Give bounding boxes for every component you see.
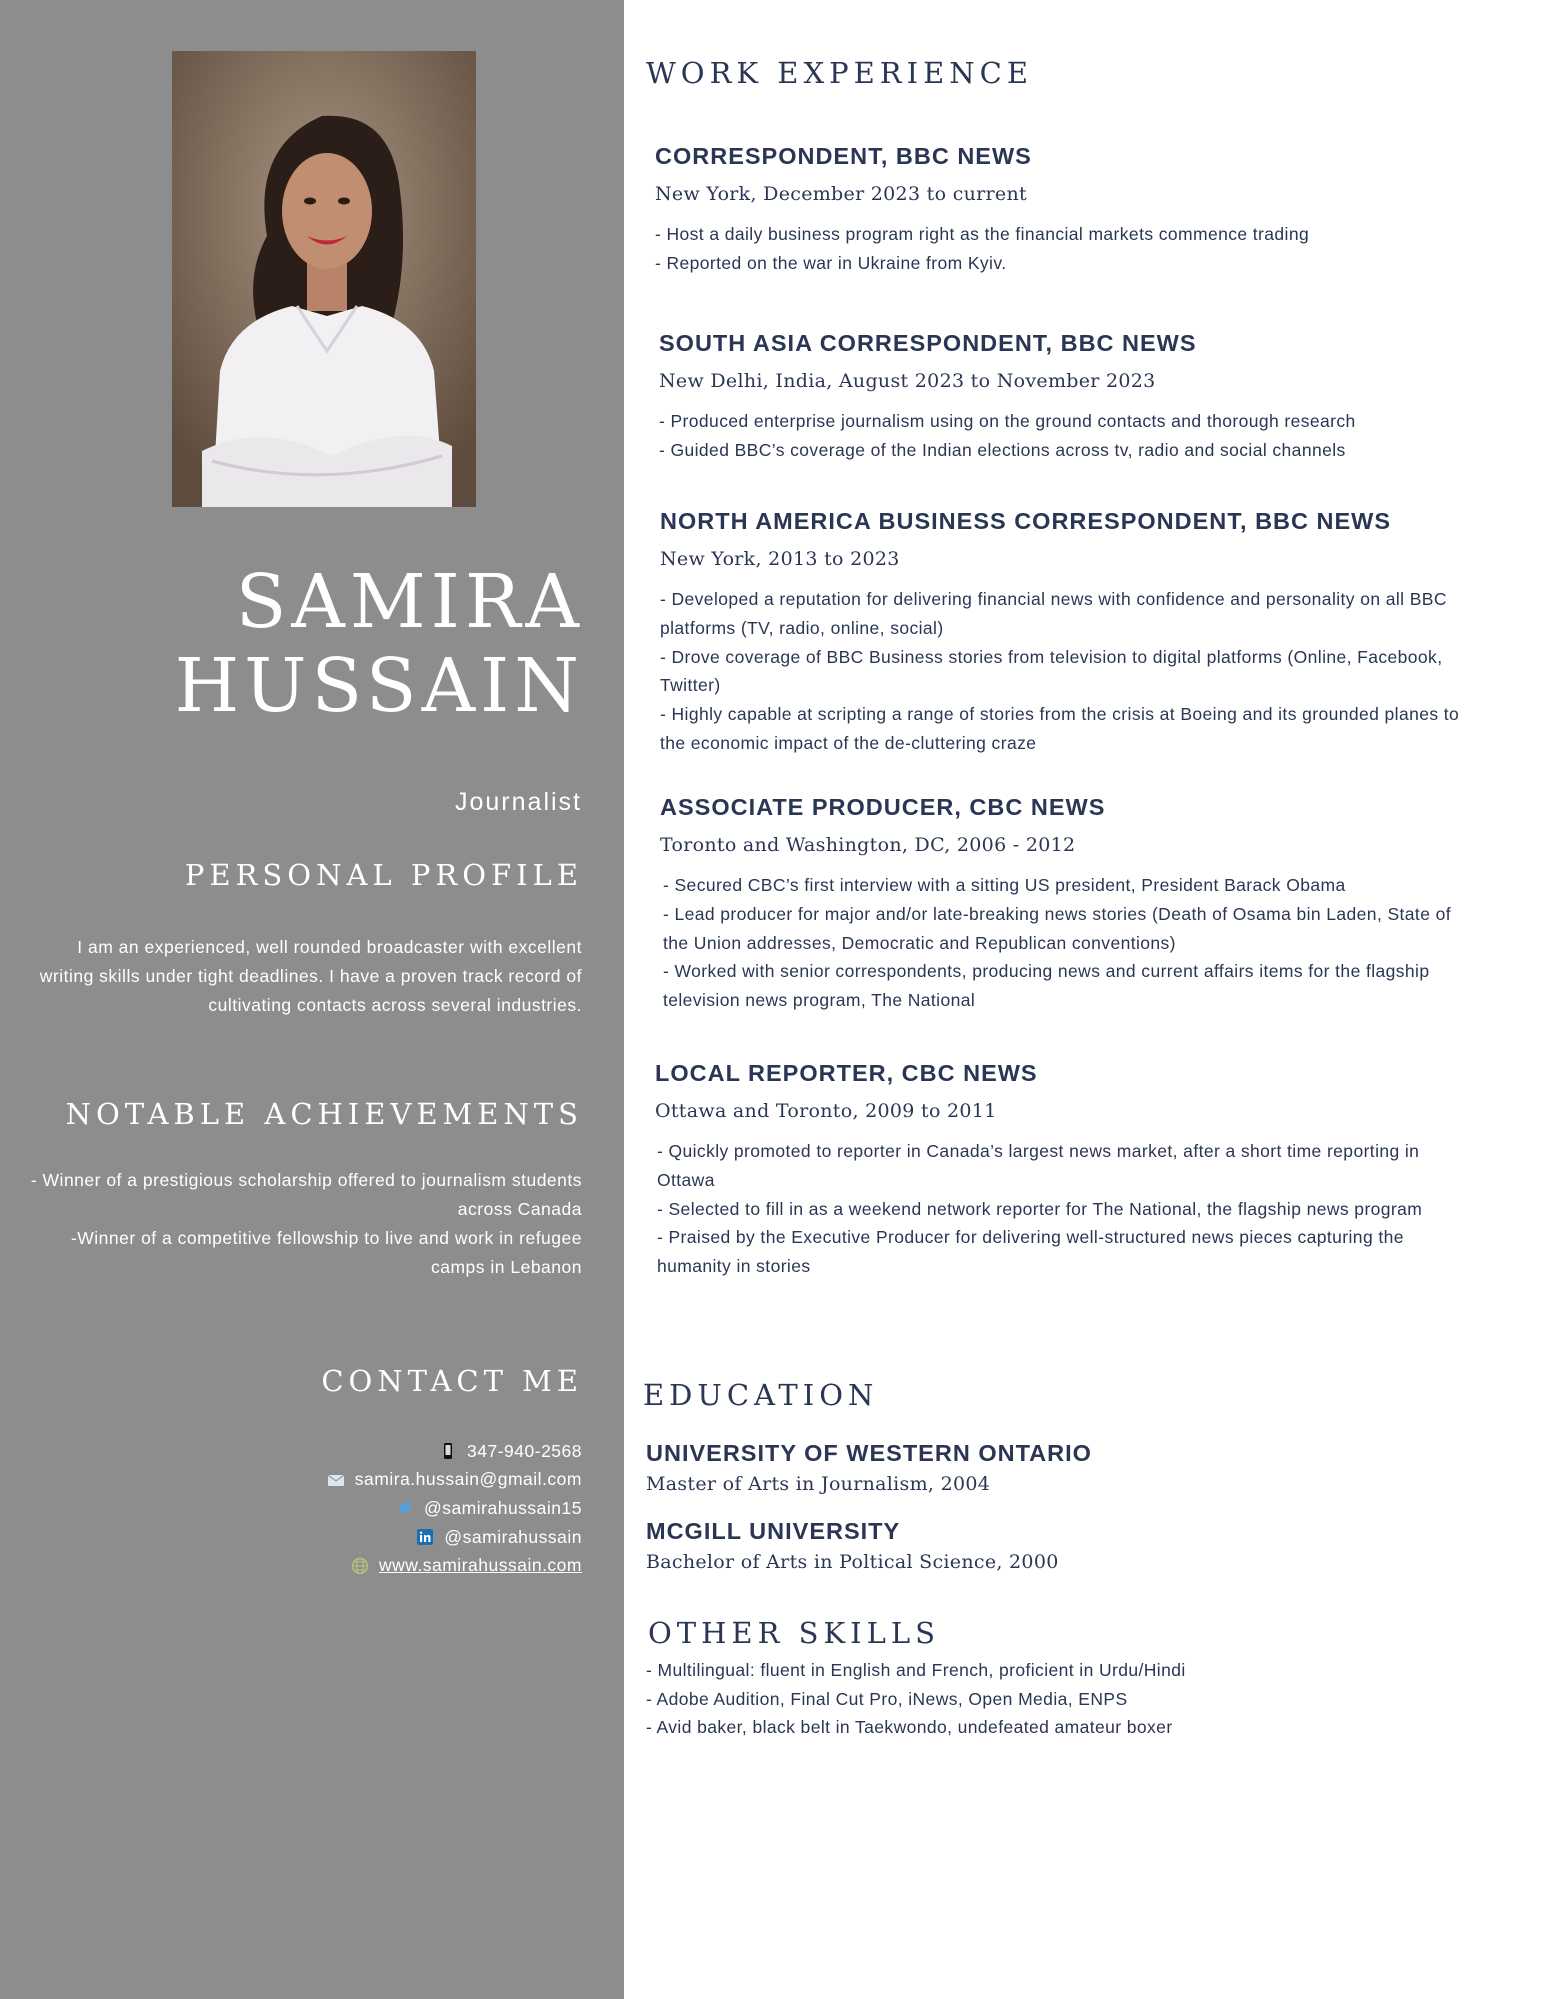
job-bullets	[660, 871, 1460, 1015]
job-meta: New York, 2013 to 2023	[660, 548, 900, 570]
email-icon	[327, 1471, 345, 1489]
twitter-handle: @samirahussain15	[423, 1497, 582, 1518]
job-role: LOCAL REPORTER, CBC NEWS	[655, 1060, 1038, 1086]
job-bullet: - Guided BBC’s coverage of the Indian elections across tv, radio and social channels	[659, 439, 1346, 460]
job-bullet: - Quickly promoted to reporter in Canada’s largest news market, after a short time reporting in Ottawa	[657, 1141, 1420, 1190]
last-name: HUSSAIN	[174, 643, 584, 729]
portrait-image	[172, 51, 476, 507]
achievements-heading: NOTABLE ACHIEVEMENTS	[65, 1097, 583, 1131]
twitter-icon	[396, 1499, 414, 1517]
education-school: UNIVERSITY OF WESTERN ONTARIO	[646, 1440, 1092, 1466]
job-bullet: - Drove coverage of BBC Business stories from television to digital platforms (Online, Facebook, Twitter)	[660, 646, 1443, 696]
email-address: samira.hussain@gmail.com	[354, 1469, 582, 1490]
job-bullet: - Produced enterprise journalism using on the ground contacts and thorough research	[659, 411, 1356, 431]
job-entry	[660, 792, 1460, 1015]
contact-list	[62, 1437, 582, 1580]
job-bullet: - Lead producer for major and/or late-breaking news stories (Death of Osama bin Laden, State of the Union addresses, Democratic and Republican conventions)	[663, 903, 1451, 953]
job-meta: New Delhi, India, August 2023 to November 2023	[659, 370, 1156, 392]
skill-item: - Avid baker, black belt in Taekwondo, undefeated amateur boxer	[646, 1717, 1173, 1737]
job-bullets	[659, 407, 1459, 465]
job-entry	[655, 141, 1455, 278]
work-experience-heading: WORK EXPERIENCE	[646, 56, 1033, 90]
skills-list	[646, 1656, 1466, 1742]
globe-icon	[351, 1557, 369, 1575]
contact-linkedin[interactable]	[62, 1523, 582, 1552]
job-bullet: - Developed a reputation for delivering financial news with confidence and personality on all BBC platforms (TV, radio, online, social)	[660, 589, 1447, 638]
job-role: CORRESPONDENT, BBC NEWS	[655, 143, 1032, 169]
skill-item: - Multilingual: fluent in English and French, proficient in Urdu/Hindi	[646, 1660, 1186, 1680]
job-bullet: - Reported on the war in Ukraine from Kyiv.	[655, 252, 1007, 273]
job-entry	[660, 506, 1460, 758]
education-school: MCGILL UNIVERSITY	[646, 1518, 901, 1544]
full-name	[24, 560, 584, 728]
contact-twitter[interactable]	[62, 1494, 582, 1523]
job-bullet: - Praised by the Executive Producer for delivering well-structured news pieces capturing the humanity in stories	[657, 1227, 1404, 1277]
job-meta: New York, December 2023 to current	[655, 183, 1027, 205]
website-link[interactable]: www.samirahussain.com	[378, 1555, 582, 1576]
job-bullets	[655, 220, 1455, 278]
first-name: SAMIRA	[235, 559, 584, 645]
achievement-item: - Winner of a prestigious scholarship offered to journalism students across Canada	[30, 1170, 582, 1219]
job-bullet: - Worked with senior correspondents, producing news and current affairs items for the flagship television news program, The National	[663, 961, 1430, 1011]
job-bullets	[655, 1137, 1455, 1281]
job-role: SOUTH ASIA CORRESPONDENT, BBC NEWS	[659, 330, 1197, 356]
profile-photo	[172, 51, 476, 507]
job-bullet: - Selected to fill in as a weekend network reporter for The National, the flagship news program	[657, 1198, 1423, 1219]
personal-profile-paragraph: I am an experienced, well rounded broadcaster with excellent writing skills under tight deadlines. I have a proven track record of cultivating contacts across several industries.	[39, 937, 582, 1015]
contact-email[interactable]	[62, 1466, 582, 1495]
job-bullet: - Highly capable at scripting a range of stories from the crisis at Boeing and its grounded planes to the economic impact of the de-cluttering craze	[660, 704, 1460, 753]
education-degree: Bachelor of Arts in Poltical Science, 2000	[646, 1551, 1059, 1573]
other-skills-heading: OTHER SKILLS	[648, 1616, 940, 1650]
education-entry	[646, 1516, 1446, 1576]
education-degree: Master of Arts in Journalism, 2004	[646, 1473, 991, 1495]
job-bullets	[660, 585, 1460, 758]
linkedin-handle: @samirahussain	[444, 1526, 582, 1547]
phone-icon	[439, 1442, 457, 1460]
education-heading: EDUCATION	[643, 1378, 879, 1412]
job-bullet: - Secured CBC’s first interview with a sitting US president, President Barack Obama	[663, 875, 1346, 895]
job-meta: Toronto and Washington, DC, 2006 - 2012	[660, 834, 1076, 856]
contact-heading: CONTACT ME	[321, 1364, 583, 1398]
job-title: Journalist	[455, 788, 582, 816]
achievements-list	[22, 1166, 582, 1282]
job-role: ASSOCIATE PRODUCER, CBC NEWS	[660, 794, 1106, 820]
contact-website[interactable]	[62, 1551, 582, 1580]
skill-item: - Adobe Audition, Final Cut Pro, iNews, Open Media, ENPS	[646, 1688, 1128, 1709]
education-entry	[646, 1438, 1446, 1498]
job-entry	[659, 328, 1459, 465]
linkedin-icon	[416, 1528, 434, 1546]
achievement-item: -Winner of a competitive fellowship to live and work in refugee camps in Lebanon	[70, 1228, 582, 1277]
job-role: NORTH AMERICA BUSINESS CORRESPONDENT, BBC NEWS	[660, 508, 1392, 534]
phone-number: 347-940-2568	[467, 1440, 582, 1461]
personal-profile-heading: PERSONAL PROFILE	[184, 858, 583, 892]
personal-profile-text	[22, 933, 582, 1020]
job-entry	[655, 1058, 1455, 1281]
job-meta: Ottawa and Toronto, 2009 to 2011	[655, 1100, 997, 1122]
job-bullet: - Host a daily business program right as the financial markets commence trading	[655, 224, 1310, 244]
contact-phone[interactable]	[62, 1437, 582, 1466]
